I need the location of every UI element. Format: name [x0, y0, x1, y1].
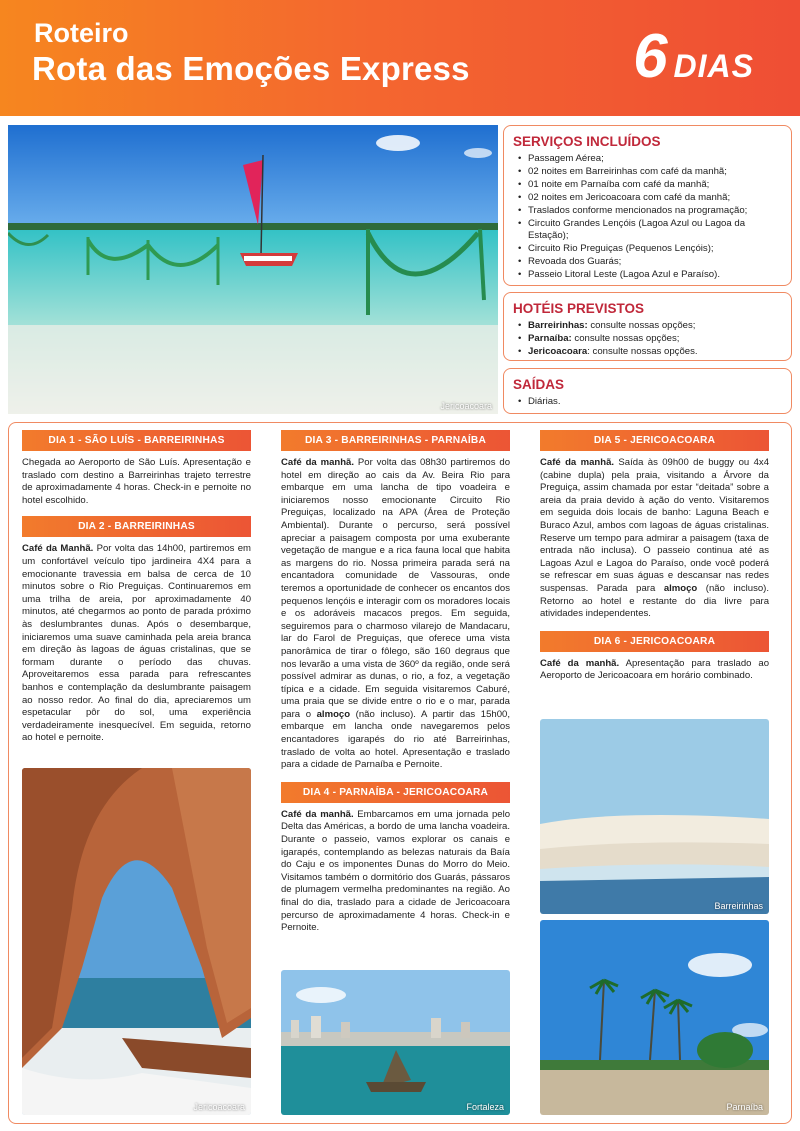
list-item: • Circuito Grandes Lençóis (Lagoa Azul ou Lagoa da Estação); — [518, 218, 783, 244]
day-3-body-b: (não incluso). A partir das 15h00, embarque em lancha onde navegaremos pelos encantadores igarapés do rio até Barreirinhas, traslado de volta ao hotel. Apresentação e traslado para a cidade de Parnaíba e Pernoite. — [281, 708, 510, 771]
services-box — [503, 125, 792, 286]
list-item: • Traslados conforme mencionados na programação; — [518, 205, 783, 218]
day-5-body-b: (não incluso). Retorno ao hotel e restante do dia livre para atividades independentes. — [540, 582, 769, 620]
photo-barreirinhas — [540, 719, 769, 914]
day-5-bold: almoço — [663, 582, 698, 594]
list-item: • Diárias. — [518, 396, 783, 409]
list-item — [518, 333, 783, 346]
list-item: • 01 noite em Parnaíba com café da manhã; — [518, 179, 783, 192]
hotels-list — [504, 320, 791, 359]
header-kicker: Roteiro — [34, 18, 129, 48]
days-badge — [633, 22, 754, 91]
hotel-text: : consulte nossas opções. — [587, 345, 698, 357]
day-5-text — [540, 457, 769, 621]
hero-caption: Jericoacoara — [440, 401, 492, 411]
list-item: • Passeio Litoral Leste (Lagoa Azul e Paraíso). — [518, 269, 783, 282]
day-1-heading: DIA 1 - SÃO LUÍS - BARREIRINHAS — [22, 430, 251, 451]
hotels-title: HOTÉIS PREVISTOS — [513, 301, 645, 316]
day-6-text — [540, 658, 769, 683]
day-4-lead: Café da manhã. — [281, 808, 354, 820]
photo-jericoacoara-arch — [22, 768, 251, 1115]
photo-caption: Fortaleza — [466, 1102, 504, 1112]
day-3-body-a: Por volta das 08h30 partiremos do hotel em direção ao cais da Av. Beira Rio para embarque em uma lancha de tipo voadeira e iniciaremos nosso emocionante Circuito Rio Preguiças, localizado na APA (Área de Proteção Ambiental). Durante o percurso, será possível apreciar a paisagem composta por uma exuberante vegetação de mangue e a rica fauna local que habita as margens do rio. Nossa primeira parada será na encantadora comunidade de Vassouras, onde teremos a oportunidade de conhecer os encantos dos pequenos lençóis e interagir com os moradores locais e os adoráveis macacos pregos. Em seguida, seguiremos para o charmoso vilarejo de Mandacaru, lar do Farol de Preguiças, que oferece uma vista panorâmica de tirar o fôlego, são 160 degraus que nos levarão a uma vista de 360º da região, onde será possível admirar as dunas, o rio, a foz, a vegetação típica e a cidade. Em seguida visitaremos Caburé, uma praia que se divide entre o rio e o mar, parada para o — [281, 457, 511, 720]
day-5-heading: DIA 5 - JERICOACOARA — [540, 430, 769, 451]
hotels-box — [503, 292, 792, 361]
photo-caption: Parnaíba — [726, 1102, 763, 1112]
hotel-city: Parnaíba: — [528, 332, 572, 344]
photo-caption: Barreirinhas — [714, 901, 763, 911]
day-5-body-a: Saída às 09h00 de buggy ou 4x4 (cabine dupla) pela praia, visitando a Árvore da Preguiça, assim chamada por estar “deitada” sobre a areia da praia devido à ação do vento. Visitaremos em seguida dois locais de banho: Laguna Beach e Buraco Azul, ambos com lagoas de águas cristalinas. Reserve um tempo para admirar a paisagem (taxa de entrada não inclusa). O passeio continua até as Lagoas Azul e Lagoa do Paraíso, onde você poderá se refrescar em suas águas e descansar nas redes suspensas. Parada para — [540, 457, 770, 594]
day-4-heading: DIA 4 - PARNAÍBA - JERICOACOARA — [281, 782, 510, 803]
list-item: • 02 noites em Jericoacoara com café da manhã; — [518, 192, 783, 205]
hotel-city: Jericoacoara — [528, 345, 588, 357]
list-item: • 02 noites em Barreirinhas com café da manhã; — [518, 166, 783, 179]
photo-fortaleza — [281, 970, 510, 1115]
day-2-text — [22, 543, 251, 745]
day-2-body: Por volta das 14h00, partiremos em um confortável veículo tipo jardineira 4X4 para a emocionante travessia em balsa de cerca de 10 minutos sobre o Rio Preguiças. Continuaremos em uma trilha de areia, por aproximadamente 40 minutos, até chegarmos ao ponto de parada próximo às deslumbrantes dunas. Após o desembarque, iniciaremos uma suave caminhada pela areia branca em direção às lagoas de águas cristalinas, que se formam durante o período das chuvas. Aproveitaremos essa parada para refrescantes banhos e contemplação da deslumbrante paisagem ao nosso redor. Ao final do dia, apreciaremos um espetacular pôr do sol, uma experiência verdadeiramente inesquecível. Em seguida, retorno ao hotel e pernoite. — [22, 543, 251, 744]
page-title: Rota das Emoções Express — [32, 50, 470, 87]
day-4-text — [281, 809, 510, 935]
services-list — [504, 153, 791, 282]
list-item: • Circuito Rio Preguiças (Pequenos Lençóis); — [518, 243, 783, 256]
day-3-lead: Café da manhã. — [281, 457, 355, 468]
days-word: DIAS — [673, 48, 754, 84]
day-6-heading: DIA 6 - JERICOACOARA — [540, 631, 769, 652]
departures-list — [504, 396, 791, 409]
departures-title: SAÍDAS — [513, 377, 565, 392]
day-5-lead: Café da manhã. — [540, 457, 615, 468]
column-1 — [22, 430, 251, 745]
column-2 — [281, 430, 510, 935]
day-3-bold: almoço — [316, 708, 351, 720]
day-3-heading: DIA 3 - BARREIRINHAS - PARNAÍBA — [281, 430, 510, 451]
day-3-text — [281, 457, 510, 772]
day-4-body: Embarcamos em uma jornada pelo Delta das Américas, a bordo de uma lancha voadeira. Durante o passeio, vamos explorar os canais e igarapés, contemplando as belezas naturais da Baía do Caju e os imponentes Dunas do Morro do Meio. Visitamos também o dormitório dos Guarás, pássaros de plumagem vermelha predominantes na região. Ao final do dia, traslado para a cidade de Jericoacoara percurso de aproximadamente 4 horas. Check-in e Pernoite. — [281, 808, 511, 934]
list-item — [518, 320, 783, 333]
services-title: SERVIÇOS INCLUÍDOS — [513, 134, 661, 149]
hero-photo-beach-hammocks — [8, 125, 498, 414]
photo-caption: Jericoacoara — [193, 1102, 245, 1112]
day-1-text: Chegada ao Aeroporto de São Luís. Apresentação e traslado com destino a Barreirinhas trajeto terrestre de aproximadamente 4 horas. Check-in e pernoite no hotel escolhido. — [22, 457, 251, 506]
photo-parnaiba — [540, 920, 769, 1115]
list-item: • Revoada dos Guarás; — [518, 256, 783, 269]
days-number: 6 — [633, 22, 668, 91]
day-2-lead: Café da Manhã. — [22, 543, 94, 555]
hotel-text: consulte nossas opções; — [571, 332, 680, 344]
hotel-text: consulte nossas opções; — [587, 320, 696, 331]
day-6-lead: Café da manhã. — [540, 657, 620, 669]
list-item — [518, 346, 783, 359]
departures-box — [503, 368, 792, 414]
day-2-heading: DIA 2 - BARREIRINHAS — [22, 516, 251, 537]
header-banner — [0, 0, 800, 116]
hotel-city: Barreirinhas: — [528, 320, 588, 331]
day-6-body: Apresentação para traslado ao Aeroporto de Jericoacoara em horário combinado. — [540, 657, 770, 682]
list-item: • Passagem Aérea; — [518, 153, 783, 166]
column-3 — [540, 430, 769, 683]
